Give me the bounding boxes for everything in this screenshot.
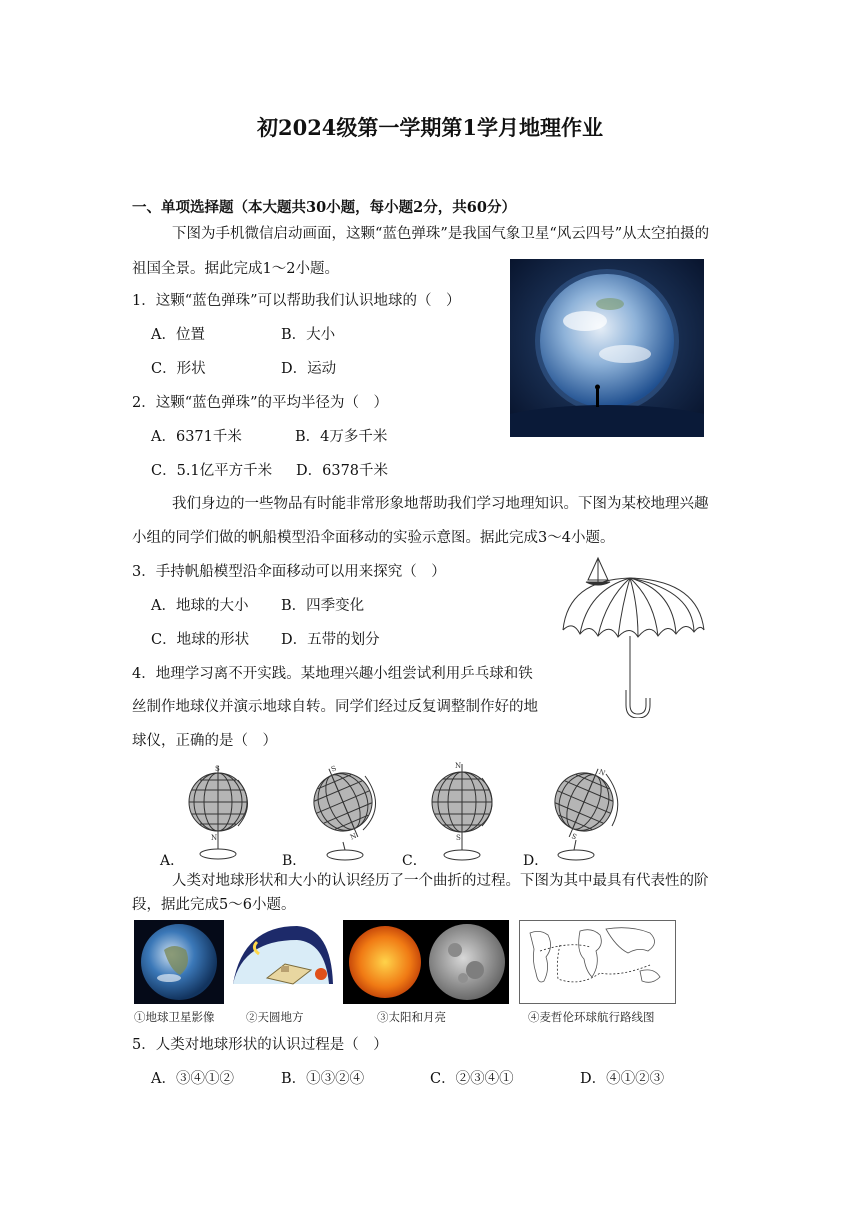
caption-1: ①地球卫星影像 — [134, 1010, 215, 1024]
svg-text:N: N — [349, 831, 358, 842]
intro3-line1: 人类对地球形状和大小的认识经历了一个曲折的过程。下图为其中最具有代表性的阶 — [172, 873, 709, 889]
q2-option-d: D．6378千米 — [296, 463, 389, 479]
intro3-line2: 段，据此完成5～6小题。 — [132, 897, 296, 913]
q1-option-a: A．位置 — [151, 327, 205, 343]
caption-3: ③太阳和月亮 — [377, 1010, 446, 1024]
q5-option-a: A．③④①② — [151, 1071, 234, 1087]
intro2-line1: 我们身边的一些物品有时能非常形象地帮助我们学习地理知识。下图为某校地理兴趣 — [172, 496, 709, 512]
q4-label-a: A． — [160, 853, 185, 869]
umbrella-sailboat-diagram — [558, 550, 708, 718]
svg-text:N: N — [211, 834, 218, 842]
globe-option-b — [303, 760, 383, 864]
caption-2: ②天圆地方 — [246, 1010, 304, 1024]
q4-label-b: B． — [282, 853, 307, 869]
heaven-earth-image — [229, 920, 337, 1004]
q3-option-b: B．四季变化 — [281, 598, 365, 614]
satellite-earth-image — [134, 920, 224, 1004]
q3-option-d: D．五带的划分 — [281, 632, 380, 648]
globe-option-d — [546, 760, 626, 864]
svg-text:S: S — [215, 765, 220, 773]
q3-stem: 3．手持帆船模型沿伞面移动可以用来探究（ ） — [132, 564, 446, 580]
magellan-route-map — [519, 920, 676, 1004]
blue-marble-image — [510, 259, 704, 437]
q4-line3: 球仪，正确的是（ ） — [132, 733, 277, 749]
svg-text:S: S — [456, 834, 461, 842]
q5-stem: 5．人类对地球形状的认识过程是（ ） — [132, 1037, 388, 1053]
q2-option-c: C．5.1亿平方千米 — [151, 463, 273, 479]
svg-text:N: N — [455, 762, 462, 770]
globe-option-a — [182, 762, 254, 864]
q4-line2: 丝制作地球仪并演示地球自转。同学们经过反复调整制作好的地 — [132, 699, 538, 715]
sun-moon-image — [343, 920, 509, 1004]
intro1-line2: 祖国全景。据此完成1～2小题。 — [132, 261, 339, 277]
q2-option-b: B．4万多千米 — [295, 429, 388, 445]
page-title: 初2024级第一学期第1学月地理作业 — [256, 115, 604, 140]
q1-option-c: C．形状 — [151, 361, 206, 377]
q5-option-b: B．①③②④ — [281, 1071, 365, 1087]
q2-stem: 2．这颗“蓝色弹珠”的平均半径为（ ） — [132, 395, 389, 411]
svg-text:N: N — [597, 767, 607, 778]
section-heading: 一、单项选择题（本大题共30小题，每小题2分，共60分） — [132, 199, 516, 216]
q4-label-c: C． — [402, 853, 427, 869]
q5-option-d: D．④①②③ — [580, 1071, 665, 1087]
globe-option-c — [426, 760, 502, 864]
q1-option-d: D．运动 — [281, 361, 337, 377]
q3-option-a: A．地球的大小 — [151, 598, 249, 614]
q1-option-b: B．大小 — [281, 327, 336, 343]
q5-option-c: C．②③④① — [430, 1071, 514, 1087]
svg-text:S: S — [570, 832, 578, 842]
q3-option-c: C．地球的形状 — [151, 632, 250, 648]
intro2-line2: 小组的同学们做的帆船模型沿伞面移动的实验示意图。据此完成3～4小题。 — [132, 530, 615, 546]
q1-stem: 1．这颗“蓝色弹珠”可以帮助我们认识地球的（ ） — [132, 293, 461, 309]
intro1-line1: 下图为手机微信启动画面，这颗“蓝色弹珠”是我国气象卫星“风云四号”从太空拍摄的 — [172, 226, 710, 242]
q4-line1: 4．地理学习离不开实践。某地理兴趣小组尝试利用乒乓球和铁 — [132, 666, 533, 682]
caption-4: ④麦哲伦环球航行路线图 — [528, 1010, 655, 1024]
q4-label-d: D． — [523, 853, 549, 869]
q2-option-a: A．6371千米 — [151, 429, 242, 445]
svg-text:S: S — [329, 764, 338, 774]
